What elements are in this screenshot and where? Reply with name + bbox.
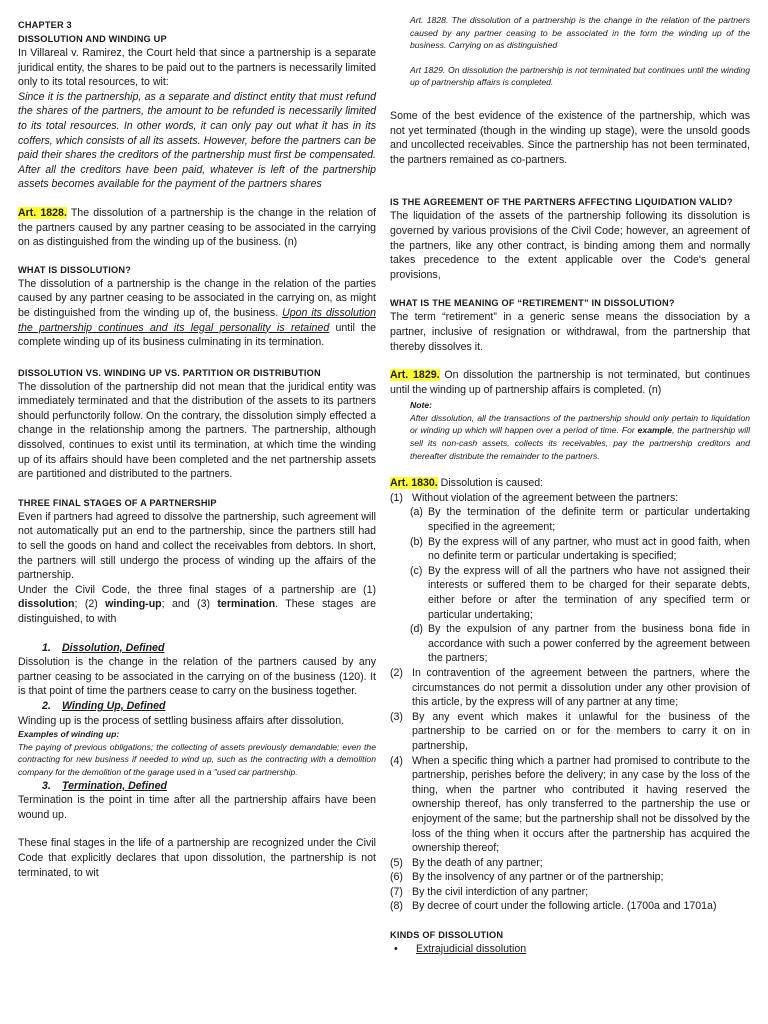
cause-item (390, 491, 750, 506)
final-stages-text: These final stages in the life of a partnership are recognized under the Civil Code that explicitly declares that upon dissolution, the partnership is not terminated, to wit (18, 837, 376, 879)
cause-text: By the death of any partner; (412, 856, 543, 869)
evidence-paragraph: Some of the best evidence of the existence of the partnership, which was not yet terminated (though in the winding up stage), were the unsold goods and uncollected receivables. Since the partnership has not been terminated, the partners remained as co-partners. (390, 109, 750, 166)
kinds-heading: KINDS OF DISSOLUTION (390, 930, 504, 941)
agreement-text: The liquidation of the assets of the partnership following its dissolution is governed by various provisions of the Civil Code; however, an agreement of the partners, like any other contract, is binding among them and normally takes precedence to the extent applicable over the Code's general provisions, (390, 210, 750, 281)
cause-number: (5) (390, 856, 403, 869)
cause-text: By the insolvency of any partner or of the partnership; (412, 871, 664, 884)
right-column (390, 14, 750, 957)
stage-2-text: Winding up is the process of settling business affairs after dissolution. (18, 714, 345, 727)
bullet-icon: • (394, 943, 398, 956)
examples-label: Examples of winding up: (18, 729, 120, 740)
cause-number: (8) (390, 900, 403, 913)
cause-subitem-text: By the express will of any partner, who must act in good faith, when no definite term or particular undertaking is specified; (428, 535, 750, 563)
stage-3-title-text: Termination, Defined (62, 779, 167, 792)
cause-item (390, 710, 750, 754)
cause-subitem (390, 535, 750, 564)
civil-winding-up: winding-up (105, 598, 162, 611)
kinds-list-item (390, 942, 750, 957)
cause-subitem (390, 622, 750, 666)
cause-text: By decree of court under the following article. (1700a and 1701a) (412, 900, 717, 913)
agreement-heading: IS THE AGREEMENT OF THE PARTNERS AFFECTING LIQUIDATION VALID? (390, 197, 733, 208)
cause-number: (2) (390, 666, 403, 679)
what-is-text-a: The dissolution of a partnership is the change in the relation of the parties caused by any partner ceasing to be associated in the carrying on, as might be distinguished from the winding up of, the business. (18, 277, 376, 319)
civil-text-c: ; and (3) (161, 598, 218, 611)
dissolution-vs-heading: DISSOLUTION VS. WINDING UP VS. PARTITION OR DISTRIBUTION (18, 367, 321, 378)
cause-text: Without violation of the agreement between the partners: (412, 491, 679, 504)
art-1829-paragraph (390, 368, 750, 397)
chapter-label: CHAPTER 3 (18, 20, 72, 30)
art-1830-paragraph (390, 476, 750, 491)
cause-text: In contravention of the agreement between the partners, where the circumstances do not permit a dissolution under any other provision of this article, by the express will of any partner at any time; (412, 666, 750, 709)
art-1830-text: Dissolution is caused: (437, 477, 544, 490)
stage-2-title (18, 699, 376, 714)
note-example: example (637, 425, 673, 436)
stage-3-number: 3. (42, 779, 51, 792)
what-is-text-c: until the complete winding up of its business culminating in its termination. (18, 321, 376, 349)
stage-2-title-text: Winding Up, Defined (62, 699, 166, 712)
cause-subitem-letter: (b) (410, 535, 423, 548)
art-1830-label: Art. 1830. (390, 477, 438, 490)
cause-text: By the civil interdiction of any partner; (412, 885, 589, 898)
intro-paragraph: In Villareal v. Ramirez, the Court held that since a partnership is a separate juridical entity, the shares to be paid out to the partners is necessarily limited only to its total resources, to wit: (18, 47, 376, 89)
top-art-1828-quote: Art. 1828. The dissolution of a partnership is the change in the relation of the partners caused by any partner ceasing to be associated in the form the winding up of the business. Carrying on as distinguished (410, 15, 750, 51)
cause-subitem-text: By the expulsion of any partner from the business bona fide in accordance with such a power conferred by the agreement between the partners; (428, 623, 750, 665)
art-1829-label: Art. 1829. (390, 369, 440, 382)
stage-1-text: Dissolution is the change in the relation of the partners caused by any partner ceasing to be associated in the carrying on of the business (120). It is that point of time the partners cease to carry on the business together. (18, 656, 376, 698)
what-is-dissolution-text (18, 277, 376, 350)
stage-2-number: 2. (42, 699, 51, 712)
civil-text-a: Under the Civil Code, the three final stages of a partnership are (1) (18, 583, 376, 596)
what-is-dissolution-heading: WHAT IS DISSOLUTION? (18, 264, 132, 275)
civil-termination: termination (217, 598, 276, 611)
cause-item (390, 666, 750, 710)
cause-subitem-letter: (c) (410, 564, 423, 577)
cause-number: (7) (390, 885, 403, 898)
villareal-quote: Since it is the partnership, as a separate and distinct entity that must refund the shares of the partners, the amount to be refunded is necessarily limited to its total resources. In other words, it can only pay out what it has in its coffers, which consists of all its assets. However, before the partners can be paid their shares the creditors of the partnership must first be compensated. After all the creditors have been paid, whatever is left of the partnership assets becomes available for the payment of the partners shares (18, 90, 376, 191)
cause-number: (3) (390, 710, 403, 723)
kinds-item-text: Extrajudicial dissolution (416, 943, 527, 956)
civil-code-stages-text (18, 583, 376, 627)
note-text (390, 412, 750, 462)
civil-dissolution: dissolution (18, 598, 75, 611)
three-stages-heading: THREE FINAL STAGES OF A PARTNERSHIP (18, 497, 217, 508)
cause-text: When a specific thing which a partner had promised to contribute to the partnership, perishes before the delivery; in any case by the loss of the thing, when the partner who contributed it having reserved the ownership thereof, has only transferred to the partnership the use or enjoyment of the same; but the partnership shall not be dissolved by the loss of the thing when it occurs after the partnership has acquired the ownership thereof; (412, 754, 750, 855)
cause-text: By any event which makes it unlawful for the business of the partnership to be carried on or for the members to carry it on in partnership, (412, 710, 750, 752)
cause-item (390, 856, 750, 871)
dissolution-vs-text: The dissolution of the partnership did not mean that the juridical entity was immediately terminated and that the distribution of the assets to its partners should perfunctorily follow. On the contrary, the dissolution simply effected a change in the relationship among the partners. The partnership, although dissolved, continues to exist until its termination, at which time the winding up of its affairs should have been completed and the net partnership assets are partitioned and distributed to the partners. (18, 380, 376, 481)
cause-subitem (390, 505, 750, 534)
stage-3-title (18, 779, 376, 794)
stage-3-text: Termination is the point in time after all the partnership affairs have been wound up. (18, 794, 376, 821)
art-1828-paragraph (18, 206, 376, 250)
stage-1-title-text: Dissolution, Defined (62, 641, 165, 654)
examples-text: The paying of previous obligations; the collecting of assets previously demandable; even the contracting for new business if needed to wind up, such as the contracting with a demolition company for the demolition of the garage used in a "used car partnership. (18, 741, 376, 777)
left-column (18, 16, 376, 880)
cause-subitem-text: By the express will of all the partners who have not assigned their interests or suffered them to be charged for their separate debts, either before or after the termination of any specified term or particular undertaking; (428, 564, 750, 621)
note-text-b: , the partnership will sell its non-cash assets, collects its receivables, pay the partnership creditors and thereafter distribute the remainder to the partners. (410, 425, 750, 461)
art-1828-text: The dissolution of a partnership is the change in the relation of the partners caused by any partner ceasing to be associated in the carrying on as distinguished from the winding up of the business. (n) (18, 206, 376, 249)
cause-number: (6) (390, 871, 403, 884)
stage-1-number: 1. (42, 641, 51, 654)
cause-subitem-letter: (d) (410, 623, 423, 636)
art-1828-label: Art. 1828. (18, 206, 67, 219)
chapter-title: DISSOLUTION AND WINDING UP (18, 34, 167, 44)
cause-subitem-text: By the termination of the definite term or particular undertaking specified in the agreement; (428, 506, 750, 534)
cause-item (390, 885, 750, 900)
cause-number: (4) (390, 754, 403, 767)
three-stages-text: Even if partners had agreed to dissolve the partnership, such agreement will not automatically put an end to the partnership, since the partners still had to sell the goods on hand and collect the receivables from debtors. In short, the partners will still undergo the process of winding up the affairs of the partnership. (18, 510, 376, 582)
cause-subitem-letter: (a) (410, 506, 423, 519)
note-text-a: After dissolution, all the transactions of the partnership should only pertain to liquidation or winding up which will happen over a period of time. For (410, 412, 750, 436)
art-1829-text: On dissolution the partnership is not terminated, but continues until the winding up of partnership affairs is completed. (n) (390, 369, 750, 396)
cause-subitem (390, 564, 750, 622)
top-art-1829-quote: Art 1829. On dissolution the partnership is not terminated but continues until the winding up of partnership affairs is completed. (410, 64, 750, 88)
cause-item (390, 899, 750, 914)
cause-item (390, 754, 750, 856)
retirement-text: The term “retirement” in a generic sense means the dissociation by a partner, inclusive of resignation or withdrawal, from the partnership that thereby dissolves it. (390, 311, 750, 353)
stage-1-title (18, 641, 376, 656)
what-is-text-underlined: Upon its dissolution the partnership continues and its legal personality is retained (18, 306, 376, 334)
cause-number: (1) (390, 491, 403, 504)
civil-text-b: ; (2) (74, 598, 106, 611)
cause-item (390, 870, 750, 885)
note-label: Note: (410, 400, 432, 411)
civil-text-d: . These stages are distinguished, to with (18, 598, 376, 625)
causes-list (390, 491, 750, 914)
retirement-heading: WHAT IS THE MEANING OF “RETIREMENT” IN DISSOLUTION? (390, 298, 675, 309)
